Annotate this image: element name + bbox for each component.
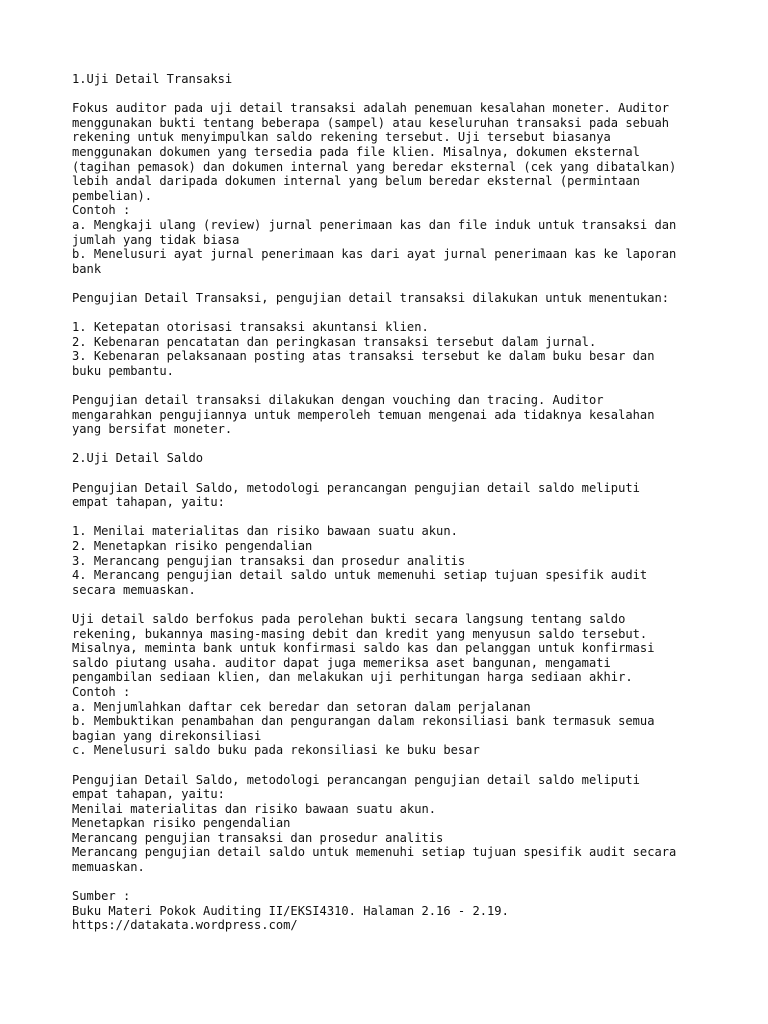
blank-line	[72, 378, 712, 393]
text-line: Contoh :	[72, 684, 131, 699]
text-line: saldo piutang usaha. auditor dapat juga memeriksa aset bangunan, mengamati	[72, 655, 611, 670]
text-line: 2.Uji Detail Saldo	[72, 451, 204, 466]
text-line: 2. Menetapkan risiko pengendalian	[72, 539, 313, 553]
text-line: 2. Kebenaran pencatatan dan peringkasan transaksi tersebut dalam jurnal.	[72, 334, 597, 349]
text-line: (tagihan pemasok) dan dokumen internal yang beredar eksternal (cek yang dibatalkan)	[72, 159, 677, 174]
text-line: pengambilan sediaan klien, dan melakukan uji perhitungan harga sediaan akhir.	[72, 670, 633, 685]
text-line: Buku Materi Pokok Auditing II/EKSI4310. Halaman 2.16 - 2.19.	[72, 903, 509, 918]
text-line: Merancang pengujian detail saldo untuk memenuhi setiap tujuan spesifik audit secara	[72, 845, 677, 860]
text-line: memuaskan.	[72, 860, 145, 875]
text-line: Pengujian Detail Saldo, metodologi perancangan pengujian detail saldo meliputi	[72, 772, 640, 787]
text-line: rekening, bukannya masing-masing debit dan kredit yang menyusun saldo tersebut.	[72, 626, 648, 641]
text-line: bagian yang direkonsiliasi	[72, 728, 262, 743]
text-line: empat tahapan, yaitu:	[72, 495, 225, 510]
blank-line	[72, 466, 712, 481]
text-line: buku pembantu.	[72, 363, 174, 378]
text-line: 3. Kebenaran pelaksanaan posting atas transaksi tersebut ke dalam buku besar dan	[72, 349, 655, 364]
text-line: 4. Merancang pengujian detail saldo untuk memenuhi setiap tujuan spesifik audit	[72, 568, 648, 583]
text-line: c. Menelusuri saldo buku pada rekonsiliasi ke buku besar	[72, 743, 480, 758]
blank-line	[72, 306, 712, 321]
text-line: 3. Merancang pengujian transaksi dan prosedur analitis	[72, 553, 466, 568]
text-line: mengarahkan pengujiannya untuk memperoleh temuan mengenai ada tidaknya kesalahan	[72, 407, 655, 422]
text-line: a. Menjumlahkan daftar cek beredar dan setoran dalam perjalanan	[72, 699, 531, 714]
text-line: b. Menelusuri ayat jurnal penerimaan kas dari ayat jurnal penerimaan kas ke laporan	[72, 247, 677, 262]
blank-line	[72, 510, 712, 525]
text-line: 1.Uji Detail Transaksi	[72, 72, 233, 86]
text-line: Pengujian Detail Saldo, metodologi perancangan pengujian detail saldo meliputi	[72, 480, 640, 495]
blank-line	[72, 87, 712, 102]
blank-line	[72, 437, 712, 452]
text-line: https://datakata.wordpress.com/	[72, 918, 298, 933]
text-line: Sumber :	[72, 889, 131, 904]
blank-line	[72, 276, 712, 291]
text-line: 1. Menilai materialitas dan risiko bawaan suatu akun.	[72, 524, 458, 539]
text-line: Uji detail saldo berfokus pada perolehan bukti secara langsung tentang saldo	[72, 611, 626, 626]
blank-line	[72, 758, 712, 773]
text-line: 1. Ketepatan otorisasi transaksi akuntansi klien.	[72, 320, 429, 335]
text-line: jumlah yang tidak biasa	[72, 232, 240, 247]
blank-line	[72, 597, 712, 612]
blank-line	[72, 875, 712, 890]
text-line: Contoh :	[72, 203, 131, 218]
text-line: secara memuaskan.	[72, 582, 196, 597]
text-line: empat tahapan, yaitu:	[72, 787, 225, 802]
text-line: menggunakan dokumen yang tersedia pada file klien. Misalnya, dokumen eksternal	[72, 144, 640, 159]
text-line: Merancang pengujian transaksi dan prosedur analitis	[72, 830, 444, 845]
text-line: rekening untuk menyimpulkan saldo rekening tersebut. Uji tersebut biasanya	[72, 130, 611, 145]
text-line: lebih andal daripada dokumen internal yang belum beredar eksternal (permintaan	[72, 174, 640, 189]
text-line: Misalnya, meminta bank untuk konfirmasi saldo kas dan pelanggan untuk konfirmasi	[72, 641, 655, 656]
text-line: yang bersifat moneter.	[72, 422, 233, 437]
text-line: a. Mengkaji ulang (review) jurnal penerimaan kas dan file induk untuk transaksi dan	[72, 217, 677, 232]
text-line: Pengujian detail transaksi dilakukan dengan vouching dan tracing. Auditor	[72, 393, 604, 408]
text-line: Menetapkan risiko pengendalian	[72, 816, 291, 831]
document-page	[72, 72, 712, 933]
text-line: Pengujian Detail Transaksi, pengujian detail transaksi dilakukan untuk menentukan:	[72, 290, 670, 305]
text-line: pembelian).	[72, 188, 153, 203]
text-line: b. Membuktikan penambahan dan pengurangan dalam rekonsiliasi bank termasuk semua	[72, 714, 655, 729]
text-line: Menilai materialitas dan risiko bawaan suatu akun.	[72, 801, 437, 816]
text-line: bank	[72, 261, 102, 276]
text-line: menggunakan bukti tentang beberapa (sampel) atau keseluruhan transaksi pada sebuah	[72, 115, 670, 130]
text-line: Fokus auditor pada uji detail transaksi adalah penemuan kesalahan moneter. Auditor	[72, 101, 670, 116]
